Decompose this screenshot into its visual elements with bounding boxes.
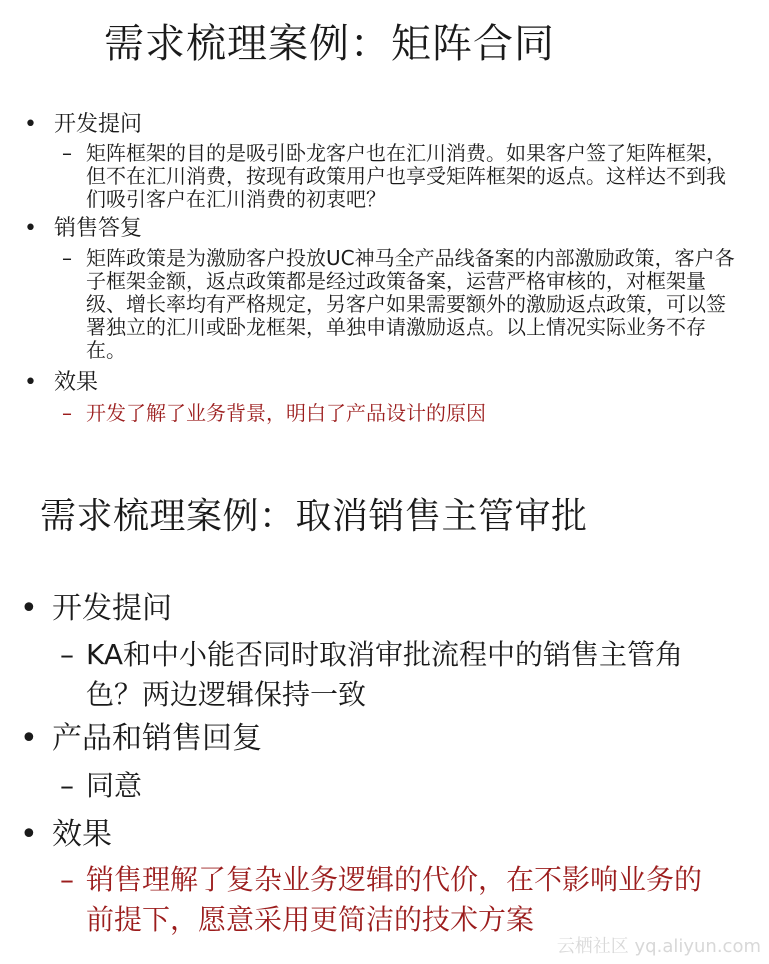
sub-item-text: 同意 <box>86 769 143 802</box>
sub-item-text: 销售理解了复杂业务逻辑的代价，在不影响业务的前提下，愿意采用更简洁的技术方案 <box>86 863 703 936</box>
dash-icon: – <box>60 769 74 802</box>
dash-icon: – <box>62 401 72 425</box>
sub-item-reply <box>62 246 736 362</box>
bullet-icon: • <box>24 370 37 395</box>
bullet-effect <box>24 368 99 398</box>
bullet-sales-reply <box>24 214 143 244</box>
slide-matrix-contract <box>0 0 769 425</box>
bullet-icon: • <box>20 591 38 626</box>
dash-icon: – <box>60 638 74 671</box>
sub-item-effect <box>60 860 726 940</box>
dash-icon: – <box>62 246 72 270</box>
sub-item-text: KA和中小能否同时取消审批流程中的销售主管角色？两边逻辑保持一致 <box>86 638 684 711</box>
slide-title: 需求梳理案例：矩阵合同 <box>104 21 555 67</box>
bullet-icon: • <box>20 721 38 756</box>
dash-icon: – <box>62 141 72 165</box>
bullet-label: 产品和销售回复 <box>52 721 262 756</box>
sub-item-question <box>60 635 726 715</box>
watermark: 云栖社区 yq.aliyun.com <box>556 936 761 957</box>
bullet-effect <box>20 814 112 856</box>
bullet-label: 销售答复 <box>54 216 143 241</box>
sub-item-text: 开发了解了业务背景，明白了产品设计的原因 <box>86 401 486 425</box>
sub-item-effect <box>62 401 736 425</box>
bullet-icon: • <box>24 112 37 137</box>
sub-item-reply <box>60 766 726 806</box>
slide-cancel-approval <box>0 470 769 964</box>
bullet-icon: • <box>24 216 37 241</box>
bullet-label: 效果 <box>52 817 112 852</box>
sub-item-text: 矩阵框架的目的是吸引卧龙客户也在汇川消费。如果客户签了矩阵框架，但不在汇川消费，按现有政策用户也享受矩阵框架的返点。这样达不到我们吸引客户在汇川消费的初衷吧？ <box>86 141 726 211</box>
bullet-label: 开发提问 <box>52 591 172 626</box>
bullet-dev-question <box>24 110 143 140</box>
bullet-product-sales-reply <box>20 718 262 760</box>
bullet-icon: • <box>20 817 38 852</box>
slide-title: 需求梳理案例：取消销售主管审批 <box>40 496 588 537</box>
bullet-label: 效果 <box>54 370 99 395</box>
bullet-dev-question <box>20 588 172 630</box>
sub-item-question <box>62 141 736 211</box>
sub-item-text: 矩阵政策是为激励客户投放UC神马全产品线备案的内部激励政策，客户各子框架金额，返点政策都是经过政策备案，运营严格审核的，对框架量级、增长率均有严格规定，另客户如果需要额外的激励返点政策，可以签署独立的汇川或卧龙框架，单独申请激励返点。以上情况实际业务不存在。 <box>86 246 735 362</box>
bullet-label: 开发提问 <box>54 112 143 137</box>
dash-icon: – <box>60 863 74 896</box>
